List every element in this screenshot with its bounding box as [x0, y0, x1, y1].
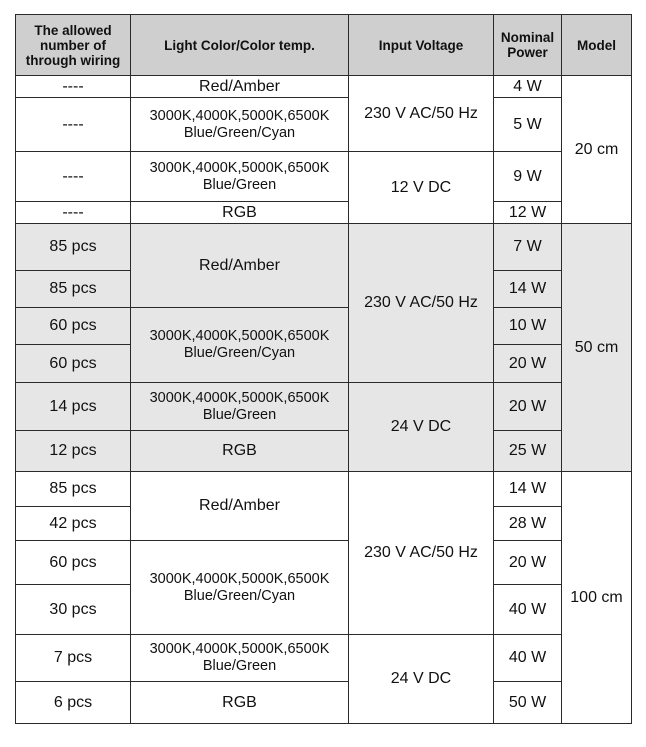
model-cell: 50 cm — [562, 224, 632, 472]
table-row — [16, 202, 632, 224]
color-cct: 3000K,4000K,5000K,6500K — [149, 107, 330, 124]
table-row — [16, 541, 632, 585]
color-cell: Red/Amber — [131, 224, 349, 308]
color-cell: RGB — [131, 431, 349, 472]
voltage-cell: 230 V AC/50 Hz — [349, 76, 494, 152]
wiring-cell: 60 pcs — [16, 541, 131, 585]
header-color: Light Color/Color temp. — [131, 15, 349, 76]
header-wiring: The allowed number of through wiring — [16, 15, 131, 76]
color-cct: 3000K,4000K,5000K,6500K — [149, 570, 330, 587]
power-cell: 10 W — [494, 308, 562, 345]
wiring-cell: 60 pcs — [16, 345, 131, 383]
color-cell — [131, 383, 349, 431]
table-row — [16, 472, 632, 507]
power-cell: 5 W — [494, 98, 562, 152]
color-bgc: Blue/Green/Cyan — [183, 587, 296, 604]
power-cell: 25 W — [494, 431, 562, 472]
wiring-cell: ---- — [16, 76, 131, 98]
header-voltage: Input Voltage — [349, 15, 494, 76]
voltage-cell: 12 V DC — [349, 152, 494, 224]
power-cell: 40 W — [494, 585, 562, 635]
color-cct: 3000K,4000K,5000K,6500K — [149, 159, 330, 176]
color-cell: Red/Amber — [131, 472, 349, 541]
color-bg: Blue/Green — [202, 658, 277, 674]
wiring-cell: 85 pcs — [16, 271, 131, 308]
wiring-cell: 30 pcs — [16, 585, 131, 635]
color-cell — [131, 98, 349, 152]
table-row — [16, 224, 632, 271]
table-row — [16, 76, 632, 98]
power-cell: 14 W — [494, 271, 562, 308]
power-cell: 12 W — [494, 202, 562, 224]
wiring-cell: 14 pcs — [16, 383, 131, 431]
color-cell: Red/Amber — [131, 76, 349, 98]
color-cell: RGB — [131, 682, 349, 724]
color-cell — [131, 541, 349, 635]
power-cell: 20 W — [494, 541, 562, 585]
table-row — [16, 98, 632, 152]
power-cell: 50 W — [494, 682, 562, 724]
wiring-cell: 85 pcs — [16, 224, 131, 271]
wiring-cell: 7 pcs — [16, 635, 131, 682]
color-cct: 3000K,4000K,5000K,6500K — [149, 641, 330, 657]
wiring-cell: ---- — [16, 152, 131, 202]
voltage-cell: 24 V DC — [349, 635, 494, 724]
color-bg: Blue/Green — [202, 176, 277, 193]
spec-table — [15, 14, 632, 724]
model-cell: 20 cm — [562, 76, 632, 224]
color-cell: RGB — [131, 202, 349, 224]
voltage-cell: 230 V AC/50 Hz — [349, 472, 494, 635]
table-row — [16, 682, 632, 724]
table-row — [16, 152, 632, 202]
table-row — [16, 431, 632, 472]
wiring-cell: ---- — [16, 98, 131, 152]
power-cell: 20 W — [494, 383, 562, 431]
wiring-cell: 12 pcs — [16, 431, 131, 472]
header-model: Model — [562, 15, 632, 76]
model-cell: 100 cm — [562, 472, 632, 724]
table-row — [16, 383, 632, 431]
power-cell: 14 W — [494, 472, 562, 507]
voltage-cell: 230 V AC/50 Hz — [349, 224, 494, 383]
power-cell: 20 W — [494, 345, 562, 383]
color-bg: Blue/Green — [202, 406, 277, 423]
table-row — [16, 635, 632, 682]
color-bgc: Blue/Green/Cyan — [183, 345, 296, 361]
header-power: Nominal Power — [494, 15, 562, 76]
color-cell — [131, 635, 349, 682]
voltage-cell: 24 V DC — [349, 383, 494, 472]
power-cell: 9 W — [494, 152, 562, 202]
color-cell — [131, 152, 349, 202]
wiring-cell: ---- — [16, 202, 131, 224]
power-cell: 40 W — [494, 635, 562, 682]
wiring-cell: 85 pcs — [16, 472, 131, 507]
color-cct: 3000K,4000K,5000K,6500K — [149, 328, 330, 344]
color-bgc: Blue/Green/Cyan — [183, 124, 296, 141]
power-cell: 4 W — [494, 76, 562, 98]
color-cct: 3000K,4000K,5000K,6500K — [149, 389, 330, 406]
wiring-cell: 42 pcs — [16, 507, 131, 541]
color-cell — [131, 308, 349, 383]
header-row — [16, 15, 632, 76]
wiring-cell: 60 pcs — [16, 308, 131, 345]
power-cell: 7 W — [494, 224, 562, 271]
table-row — [16, 308, 632, 345]
wiring-cell: 6 pcs — [16, 682, 131, 724]
power-cell: 28 W — [494, 507, 562, 541]
